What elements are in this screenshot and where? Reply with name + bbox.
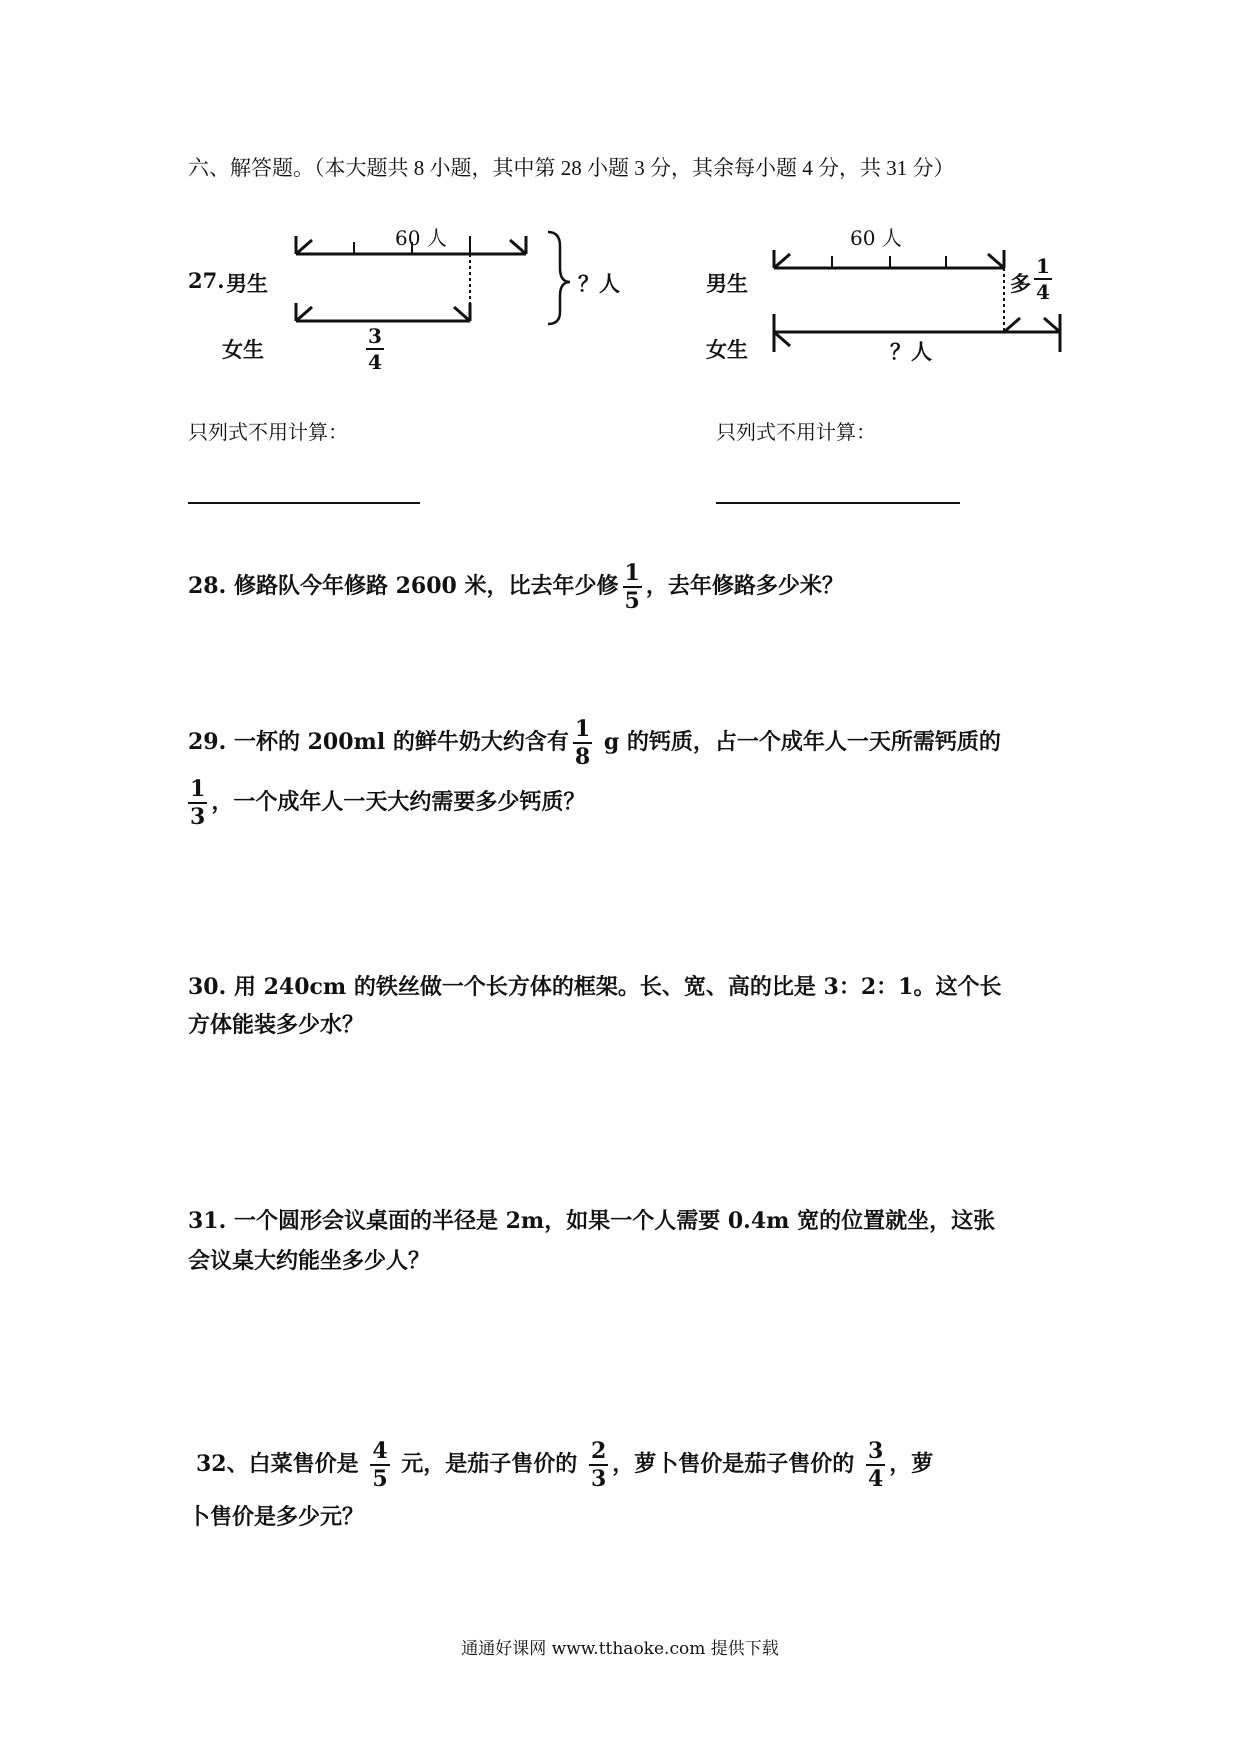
fraction-denominator: 8 (574, 744, 591, 770)
footer-credit: 通通好课网 www.tthaoke.com 提供下载 (461, 1639, 779, 1659)
fraction-denominator: 5 (624, 588, 640, 614)
q31-line1 (188, 1204, 995, 1235)
q27-left-fraction (362, 326, 388, 372)
q31-line2: 会议桌大约能坐多少人？ (188, 1248, 431, 1274)
fraction-numerator: 1 (624, 560, 640, 586)
q27-diagrams (0, 0, 1240, 420)
q27-right-answer-line[interactable] (716, 502, 960, 504)
fraction-numerator: 1 (1036, 254, 1050, 278)
q32-text-c: ，萝卜售价是茄子售价的 (612, 1451, 855, 1477)
fraction-numerator: 1 (190, 776, 206, 802)
q27-right-note: 只列式不用计算： (716, 420, 876, 444)
q27-right-more-label: 多 (1010, 271, 1031, 296)
fraction-denominator: 4 (1036, 280, 1050, 304)
q27-left-boys-label: 男生 (226, 271, 268, 296)
q29-number: 29. (188, 729, 227, 755)
brace (548, 232, 570, 324)
q32-line2: 卜售价是多少元？ (188, 1504, 365, 1530)
q27-right-top-value: 60 人 (850, 226, 902, 250)
q29-text-after: ，一个成年人一天大约需要多少钙质？ (211, 789, 586, 815)
q32-line1 (196, 1440, 933, 1490)
q28 (188, 562, 844, 612)
q27-right-bottom-value: ？人 (890, 339, 932, 364)
q28-text-before: 修路队今年修路 2600 米，比去年少修 (233, 573, 619, 599)
fraction-denominator: 4 (368, 350, 382, 374)
q28-number: 28. (188, 573, 227, 599)
q27-right-fraction (1030, 256, 1056, 302)
q27-left-top-value: 60 人 (395, 226, 447, 250)
fraction-numerator: 4 (372, 1438, 388, 1464)
q32-text-b: 元，是茄子售价的 (401, 1451, 578, 1477)
q27-number: 27. (188, 268, 225, 293)
q31-line1-text: 一个圆形会议桌面的半径是 2m，如果一个人需要 0.4m 宽的位置就坐，这张 (233, 1208, 996, 1234)
fraction-denominator: 4 (867, 1466, 884, 1492)
q30-number: 30. (188, 974, 227, 1000)
q29-line2 (184, 778, 585, 828)
q27-left-girls-label: 女生 (222, 337, 264, 362)
q27-left-note: 只列式不用计算： (188, 420, 348, 444)
fraction-numerator: 3 (867, 1438, 884, 1464)
q31-number: 31. (188, 1208, 227, 1234)
fraction-denominator: 5 (372, 1466, 388, 1492)
q27-left-answer-line[interactable] (188, 502, 420, 504)
q29-text-mid: g 的钙质，占一个成年人一天所需钙质的 (596, 729, 1001, 755)
q30-line2: 方体能装多少水？ (188, 1012, 365, 1038)
fraction-denominator: 3 (190, 804, 206, 830)
fraction-numerator: 1 (574, 716, 591, 742)
q29-text-before: 一杯的 200ml 的鲜牛奶大约含有 (233, 729, 569, 755)
fraction-numerator: 3 (368, 324, 382, 348)
q30-line1 (188, 970, 1001, 1001)
q29-line1 (188, 718, 1001, 768)
q27-right-girls-label: 女生 (706, 337, 748, 362)
q27-left-brace-label: ？人 (578, 271, 620, 296)
q27-right-boys-label: 男生 (706, 271, 748, 296)
fraction-numerator: 2 (590, 1438, 607, 1464)
q28-text-after: ，去年修路多少米？ (645, 573, 844, 599)
q32-text-d: ，萝 (889, 1451, 934, 1477)
q30-line1-text: 用 240cm 的铁丝做一个长方体的框架。长、宽、高的比是 3：2：1。这个长 (233, 974, 1002, 1000)
q32-text-a: 白菜售价是 (248, 1451, 359, 1477)
fraction-denominator: 3 (590, 1466, 607, 1492)
section-title: 六、解答题。（本大题共 8 小题，其中第 28 小题 3 分，其余每小题 4 分，共 31 分） (188, 156, 955, 180)
q32-number: 32、 (196, 1451, 249, 1477)
